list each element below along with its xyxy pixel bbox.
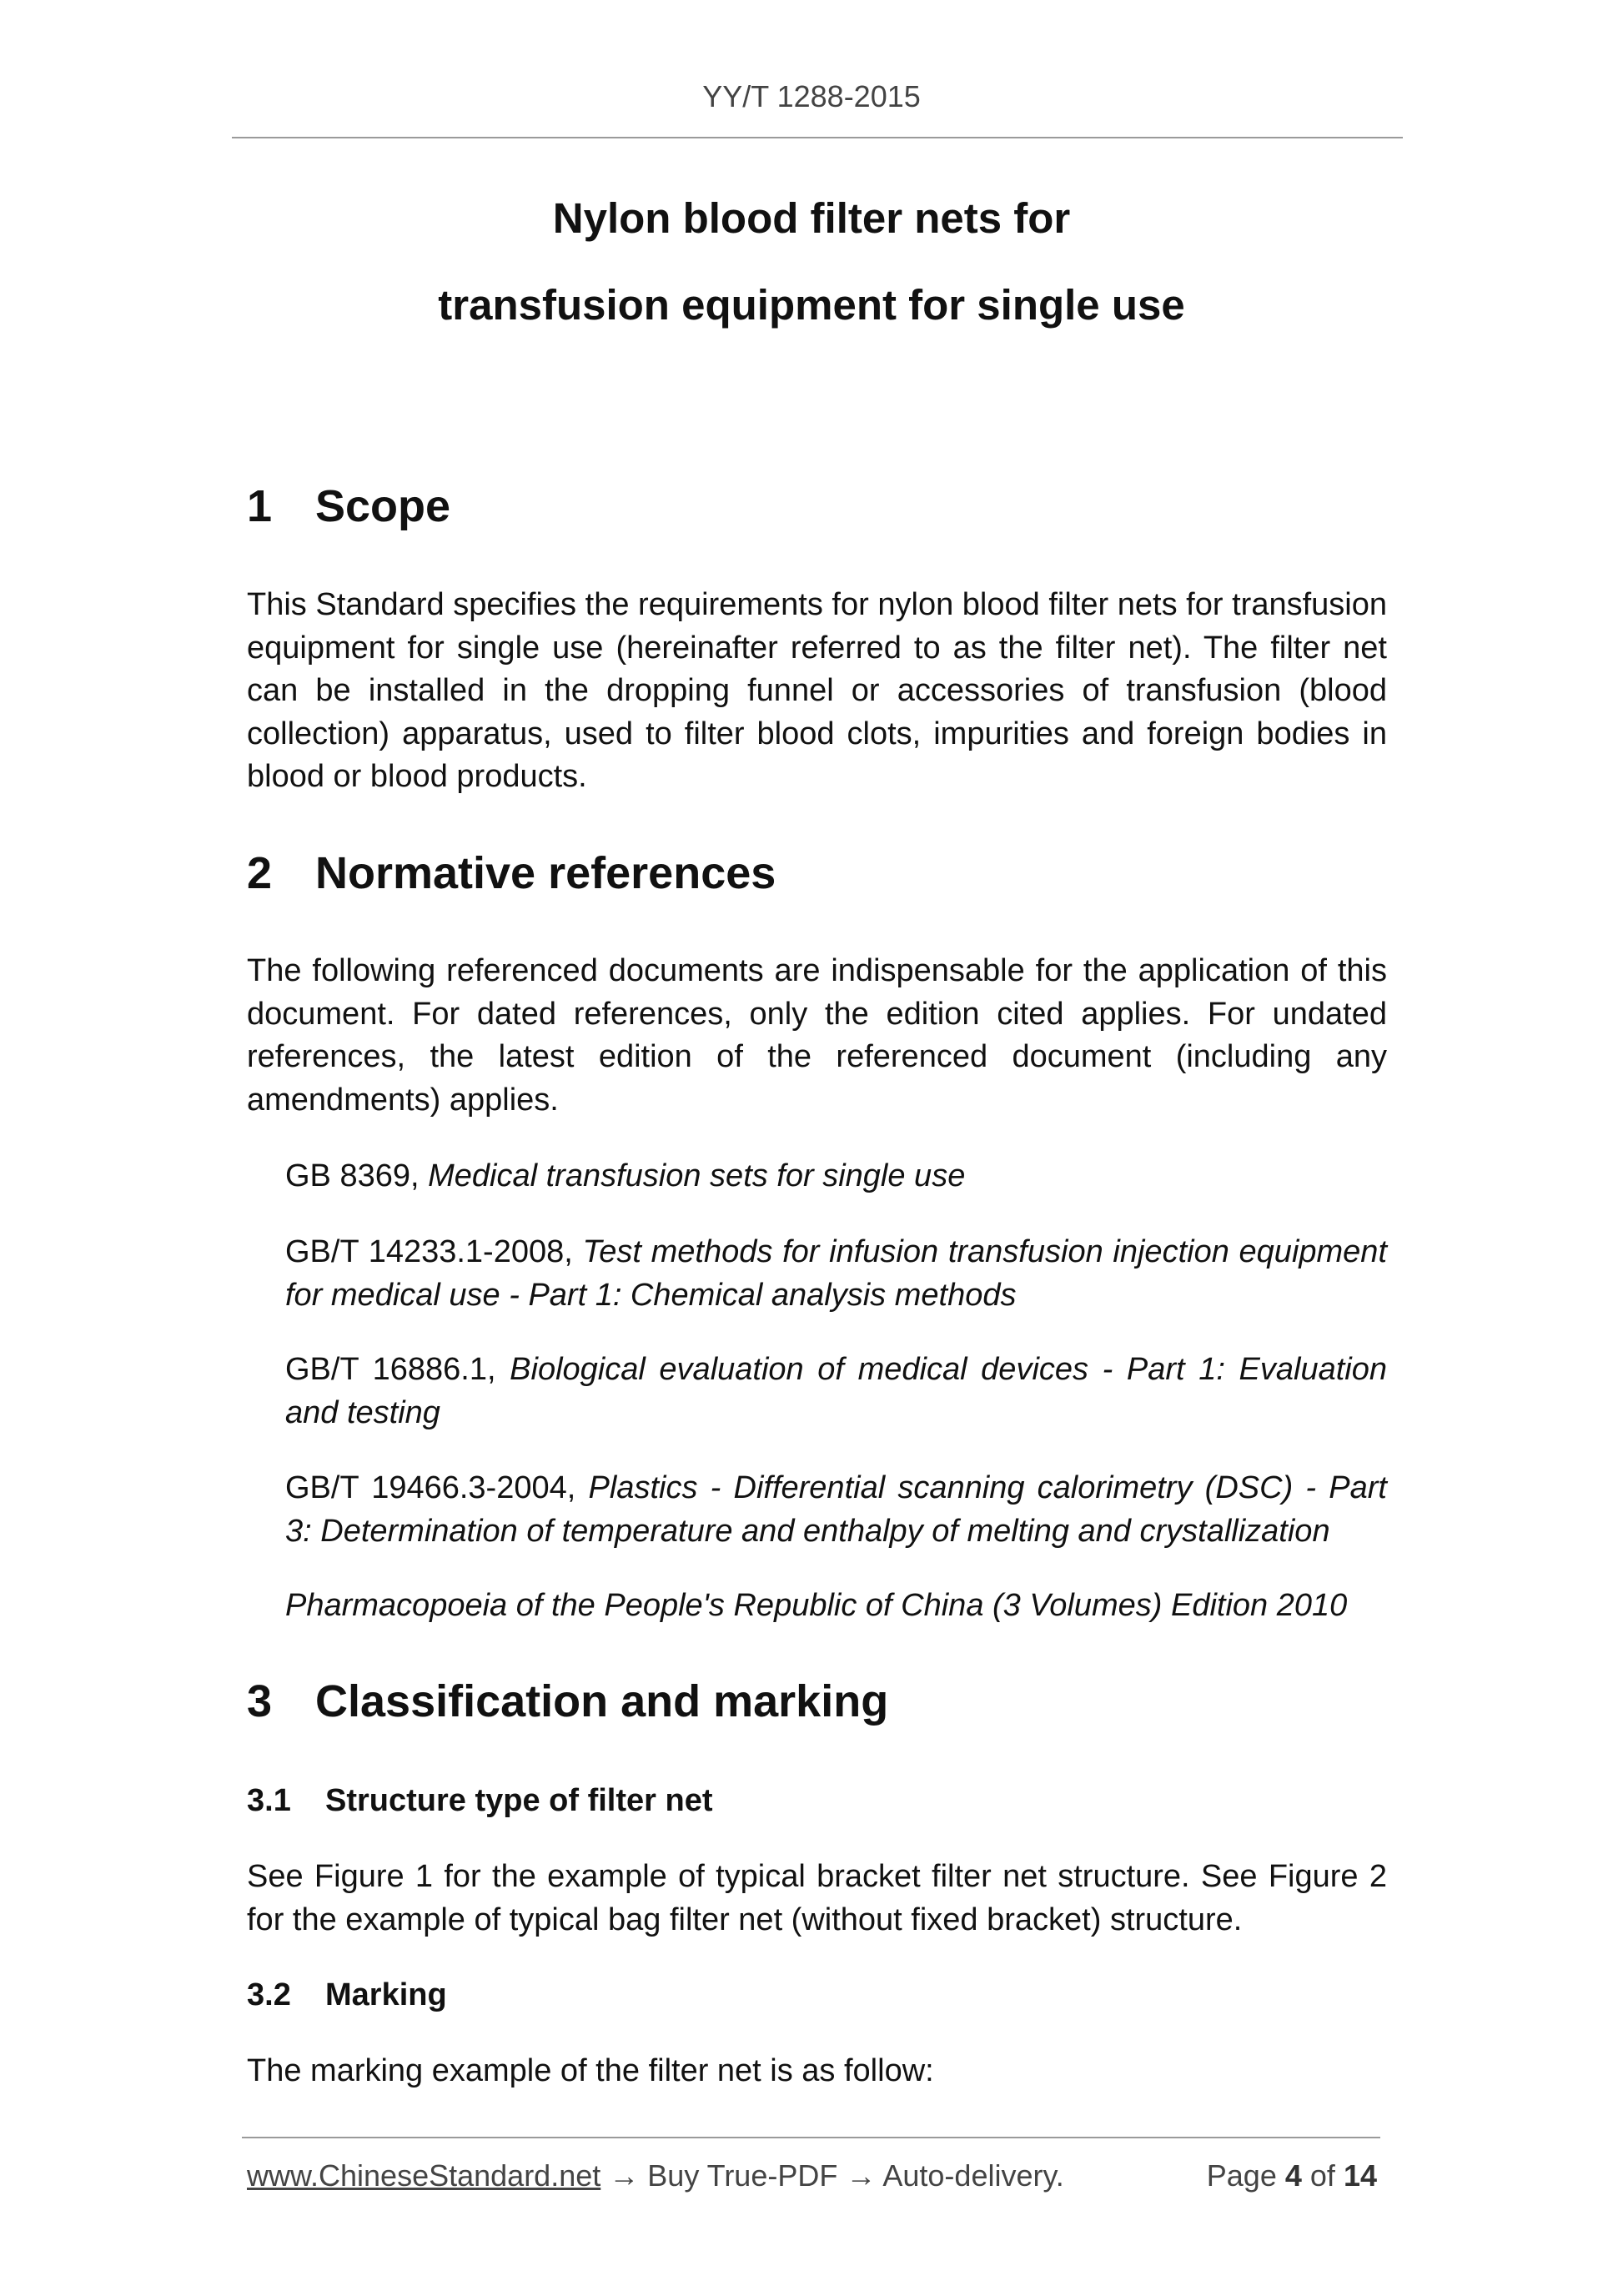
reference-code: GB/T 19466.3-2004, — [285, 1470, 589, 1505]
total-pages: 14 — [1343, 2158, 1377, 2193]
of-label: of — [1309, 2158, 1335, 2193]
page-number — [1207, 2158, 1377, 2193]
marking-paragraph: The marking example of the filter net is as follow: — [247, 2053, 934, 2088]
document-title-line-1: Nylon blood filter nets for — [552, 194, 1071, 242]
document-code: YY/T 1288-2015 — [702, 79, 921, 113]
reference-title: Test methods for infusion transfusion injection equipment for medical use - Part 1: Chemical analysis methods — [285, 1234, 1387, 1313]
page-footer — [247, 2158, 1377, 2193]
reference-title: Pharmacopoeia of the People's Republic of China (3 Volumes) Edition 2010 — [285, 1588, 1348, 1623]
reference-code: GB/T 16886.1, — [285, 1352, 510, 1387]
reference-title: Medical transfusion sets for single use — [428, 1158, 966, 1193]
normative-references-paragraph: The following referenced documents are indispensable for the application of this document. For dated references, only the edition cited applies. For undated references, the latest edition of the referenced document (including any amendments) applies. — [247, 953, 1387, 1118]
section-title: Classification and marking — [315, 1676, 889, 1726]
subsection-title: Marking — [325, 1977, 447, 2012]
reference-item — [285, 1585, 1387, 1628]
section-title: Normative references — [315, 848, 776, 898]
section-1-heading — [247, 480, 450, 532]
section-number: 2 — [247, 848, 273, 898]
section-title: Scope — [315, 481, 451, 531]
subsection-3-2-heading — [247, 1977, 447, 2013]
subsection-3-1-heading — [247, 1783, 713, 1819]
reference-title: Biological evaluation of medical devices - Part 1: Evaluation and testing — [285, 1352, 1387, 1430]
auto-delivery-text: Auto-delivery. — [882, 2158, 1064, 2193]
header-divider — [232, 137, 1403, 138]
subsection-number: 3.2 — [247, 1977, 291, 2012]
website-link[interactable]: www.ChineseStandard.net — [247, 2158, 601, 2193]
section-2-heading — [247, 847, 776, 899]
subsection-number: 3.1 — [247, 1783, 291, 1818]
reference-code: GB/T 14233.1-2008, — [285, 1234, 583, 1269]
current-page: 4 — [1284, 2158, 1302, 2193]
reference-item — [285, 1467, 1387, 1553]
reference-item — [285, 1349, 1387, 1434]
reference-item — [285, 1231, 1387, 1317]
subsection-title: Structure type of filter net — [325, 1783, 713, 1818]
arrow-right-icon: → — [846, 2158, 877, 2193]
document-title-line-2: transfusion equipment for single use — [438, 281, 1185, 329]
section-number: 1 — [247, 481, 273, 531]
buy-true-pdf-text: Buy True-PDF — [647, 2158, 838, 2193]
reference-title: Plastics - Differential scanning calorimetry (DSC) - Part 3: Determination of temperature and enthalpy of melting and crystallization — [285, 1470, 1387, 1549]
arrow-right-icon: → — [609, 2158, 640, 2193]
structure-type-paragraph: See Figure 1 for the example of typical bracket filter net structure. See Figure 2 for the example of typical bag filter net (without fixed bracket) structure. — [247, 1859, 1387, 1937]
reference-code: GB 8369, — [285, 1158, 429, 1193]
reference-item — [285, 1155, 1387, 1198]
section-number: 3 — [247, 1676, 273, 1726]
footer-divider — [242, 2137, 1380, 2138]
page-label: Page — [1206, 2158, 1277, 2193]
section-3-heading — [247, 1676, 888, 1727]
scope-paragraph: This Standard specifies the requirements for nylon blood filter nets for transfusion equipment for single use (hereinafter referred to as the filter net). The filter net can be installed in the dropping funnel or accessories of transfusion (blood collection) apparatus, used to filter blood clots, impurities and foreign bodies in blood or blood products. — [247, 587, 1387, 794]
